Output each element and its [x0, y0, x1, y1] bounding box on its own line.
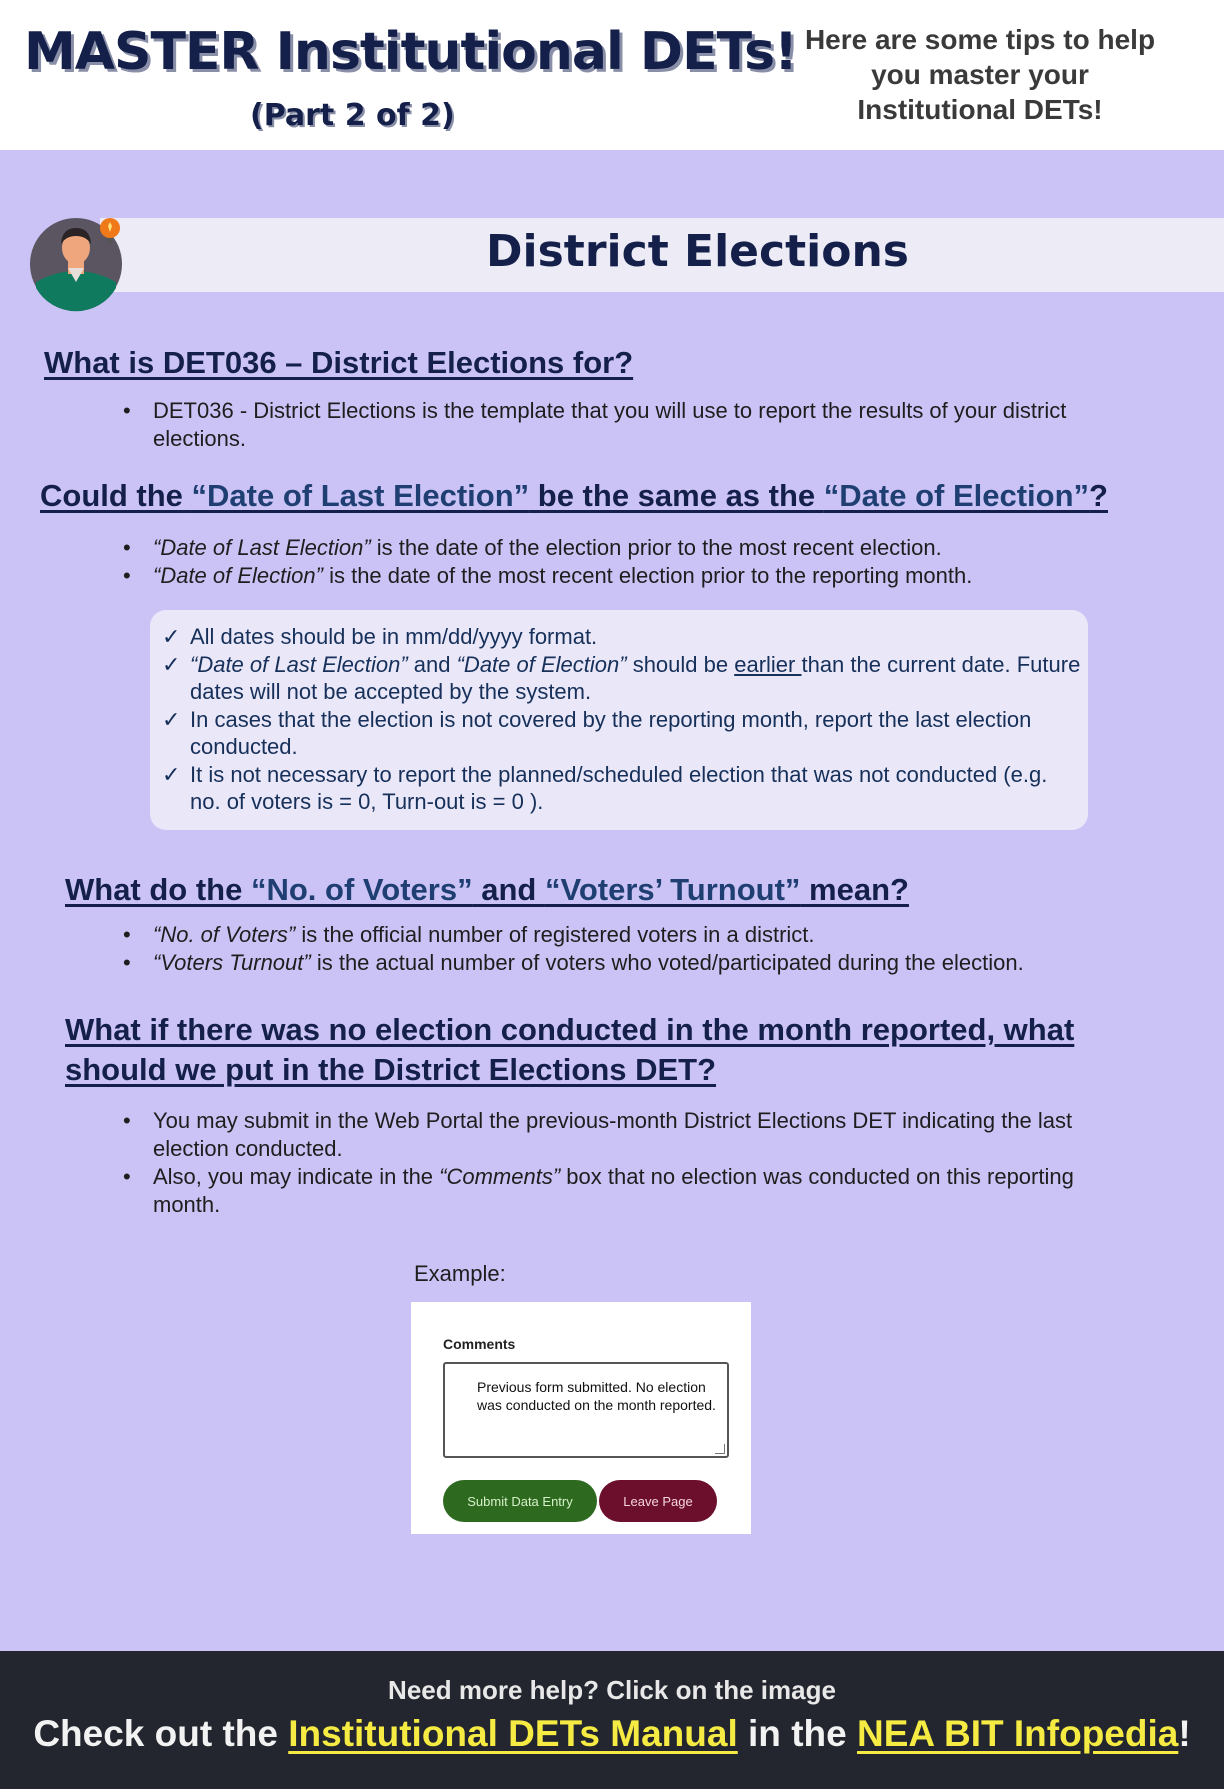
- checkmark-icon: ✓: [162, 651, 181, 677]
- definition: is the date of the most recent election prior to the reporting month.: [322, 563, 973, 588]
- list-item: • You may submit in the Web Portal the previous-month District Elections DET indicating the last election conducted.: [123, 1107, 1143, 1163]
- section4-bullets: [123, 1107, 1143, 1219]
- list-text: box that no election was conducted on this reporting month.: [153, 1164, 1074, 1217]
- resize-grip-icon: [715, 1444, 725, 1454]
- checkmark-icon: ✓: [162, 624, 181, 649]
- checklist-item: [162, 623, 1082, 651]
- institutional-dets-manual-link[interactable]: Institutional DETs Manual: [288, 1713, 738, 1754]
- checklist-item: [162, 761, 1082, 816]
- checkmark-icon: ✓: [162, 706, 181, 732]
- page-header: [0, 0, 1224, 150]
- heading-quote: “No. of Voters”: [250, 872, 473, 907]
- footer-text: in the: [737, 1713, 857, 1754]
- heading-quote: “Date of Election”: [823, 478, 1090, 513]
- heading-text: ?: [1089, 478, 1108, 513]
- banner-title: District Elections: [486, 226, 909, 277]
- term: “No. of Voters”: [153, 922, 296, 947]
- heading-quote: “Voters’ Turnout”: [544, 872, 801, 907]
- heading-text: mean?: [800, 872, 909, 907]
- section3-heading: [65, 872, 909, 908]
- person-with-lightbulb-icon: [28, 208, 124, 314]
- list-item: [123, 949, 1143, 977]
- footer-text: Check out the: [33, 1713, 289, 1754]
- term: “Date of Last Election”: [190, 651, 408, 677]
- section2-bullets: [123, 534, 1143, 590]
- leave-page-button: Leave Page: [599, 1480, 717, 1522]
- footer-text: !: [1178, 1713, 1191, 1754]
- checkmark-icon: ✓: [162, 761, 181, 787]
- term: “Comments”: [439, 1164, 561, 1189]
- main-title: MASTER Institutional DETs!: [24, 22, 797, 82]
- list-item: [123, 534, 1143, 562]
- submit-data-entry-button: Submit Data Entry: [443, 1480, 597, 1522]
- heading-text: Could the: [40, 478, 192, 513]
- footer-links-line: [0, 1713, 1224, 1755]
- list-item: [123, 562, 1143, 590]
- comments-value: Previous form submitted. No election was conducted on the month reported.: [477, 1379, 716, 1413]
- list-item: [123, 921, 1143, 949]
- heading-text: be the same as the: [529, 478, 824, 513]
- term: “Voters Turnout”: [153, 950, 311, 975]
- section1-bullets: [123, 397, 1143, 453]
- list-item: [123, 1163, 1143, 1219]
- underlined-word: earlier: [734, 651, 802, 677]
- term: “Date of Election”: [456, 651, 627, 677]
- checklist-text: and: [407, 651, 457, 677]
- heading-text: and: [472, 872, 545, 907]
- section-banner: [100, 218, 1224, 292]
- definition: is the official number of registered voters in a district.: [295, 922, 815, 947]
- checklist-item: [162, 706, 1082, 761]
- heading-quote: “Date of Last Election”: [191, 478, 530, 513]
- comments-textarea: [443, 1362, 729, 1458]
- part-label: (Part 2 of 2): [250, 98, 455, 133]
- section4-heading: What if there was no election conducted in the month reported, what should we put in the District Elections DET?: [65, 1012, 1075, 1087]
- checklist-text: In cases that the election is not covered by the reporting month, report the last election conducted.: [190, 706, 1032, 759]
- footer-help-text: Need more help? Click on the image: [388, 1675, 836, 1705]
- term: “Date of Last Election”: [153, 535, 371, 560]
- definition: is the date of the election prior to the most recent election.: [370, 535, 942, 560]
- checklist-text: All dates should be in mm/dd/yyyy format.: [190, 624, 598, 649]
- section3-bullets: [123, 921, 1143, 977]
- nea-bit-infopedia-link[interactable]: NEA BIT Infopedia: [856, 1713, 1179, 1754]
- page-footer: [0, 1651, 1224, 1789]
- list-text: Also, you may indicate in the: [153, 1164, 440, 1189]
- section2-heading: [40, 478, 1108, 514]
- checklist: [162, 623, 1082, 816]
- list-item: • DET036 - District Elections is the template that you will use to report the results of your district elections.: [123, 397, 1143, 453]
- checklist-item: [162, 651, 1082, 706]
- tips-text: Here are some tips to help you master your Institutional DETs!: [804, 24, 1156, 125]
- term: “Date of Election”: [153, 563, 323, 588]
- checklist-text: It is not necessary to report the planned/scheduled election that was not conducted (e.g. no. of voters is = 0, Turn-out is = 0 ).: [190, 761, 1048, 814]
- section1-heading: What is DET036 – District Elections for?: [44, 345, 634, 380]
- example-label: Example:: [414, 1261, 506, 1286]
- comments-label: Comments: [443, 1336, 516, 1352]
- checklist-text: than the current date. Future dates will not be accepted by the system.: [190, 651, 1081, 704]
- heading-text: What do the: [65, 872, 251, 907]
- checklist-text: should be: [626, 651, 735, 677]
- example-screenshot: [411, 1302, 751, 1534]
- definition: is the actual number of voters who voted/participated during the election.: [310, 950, 1024, 975]
